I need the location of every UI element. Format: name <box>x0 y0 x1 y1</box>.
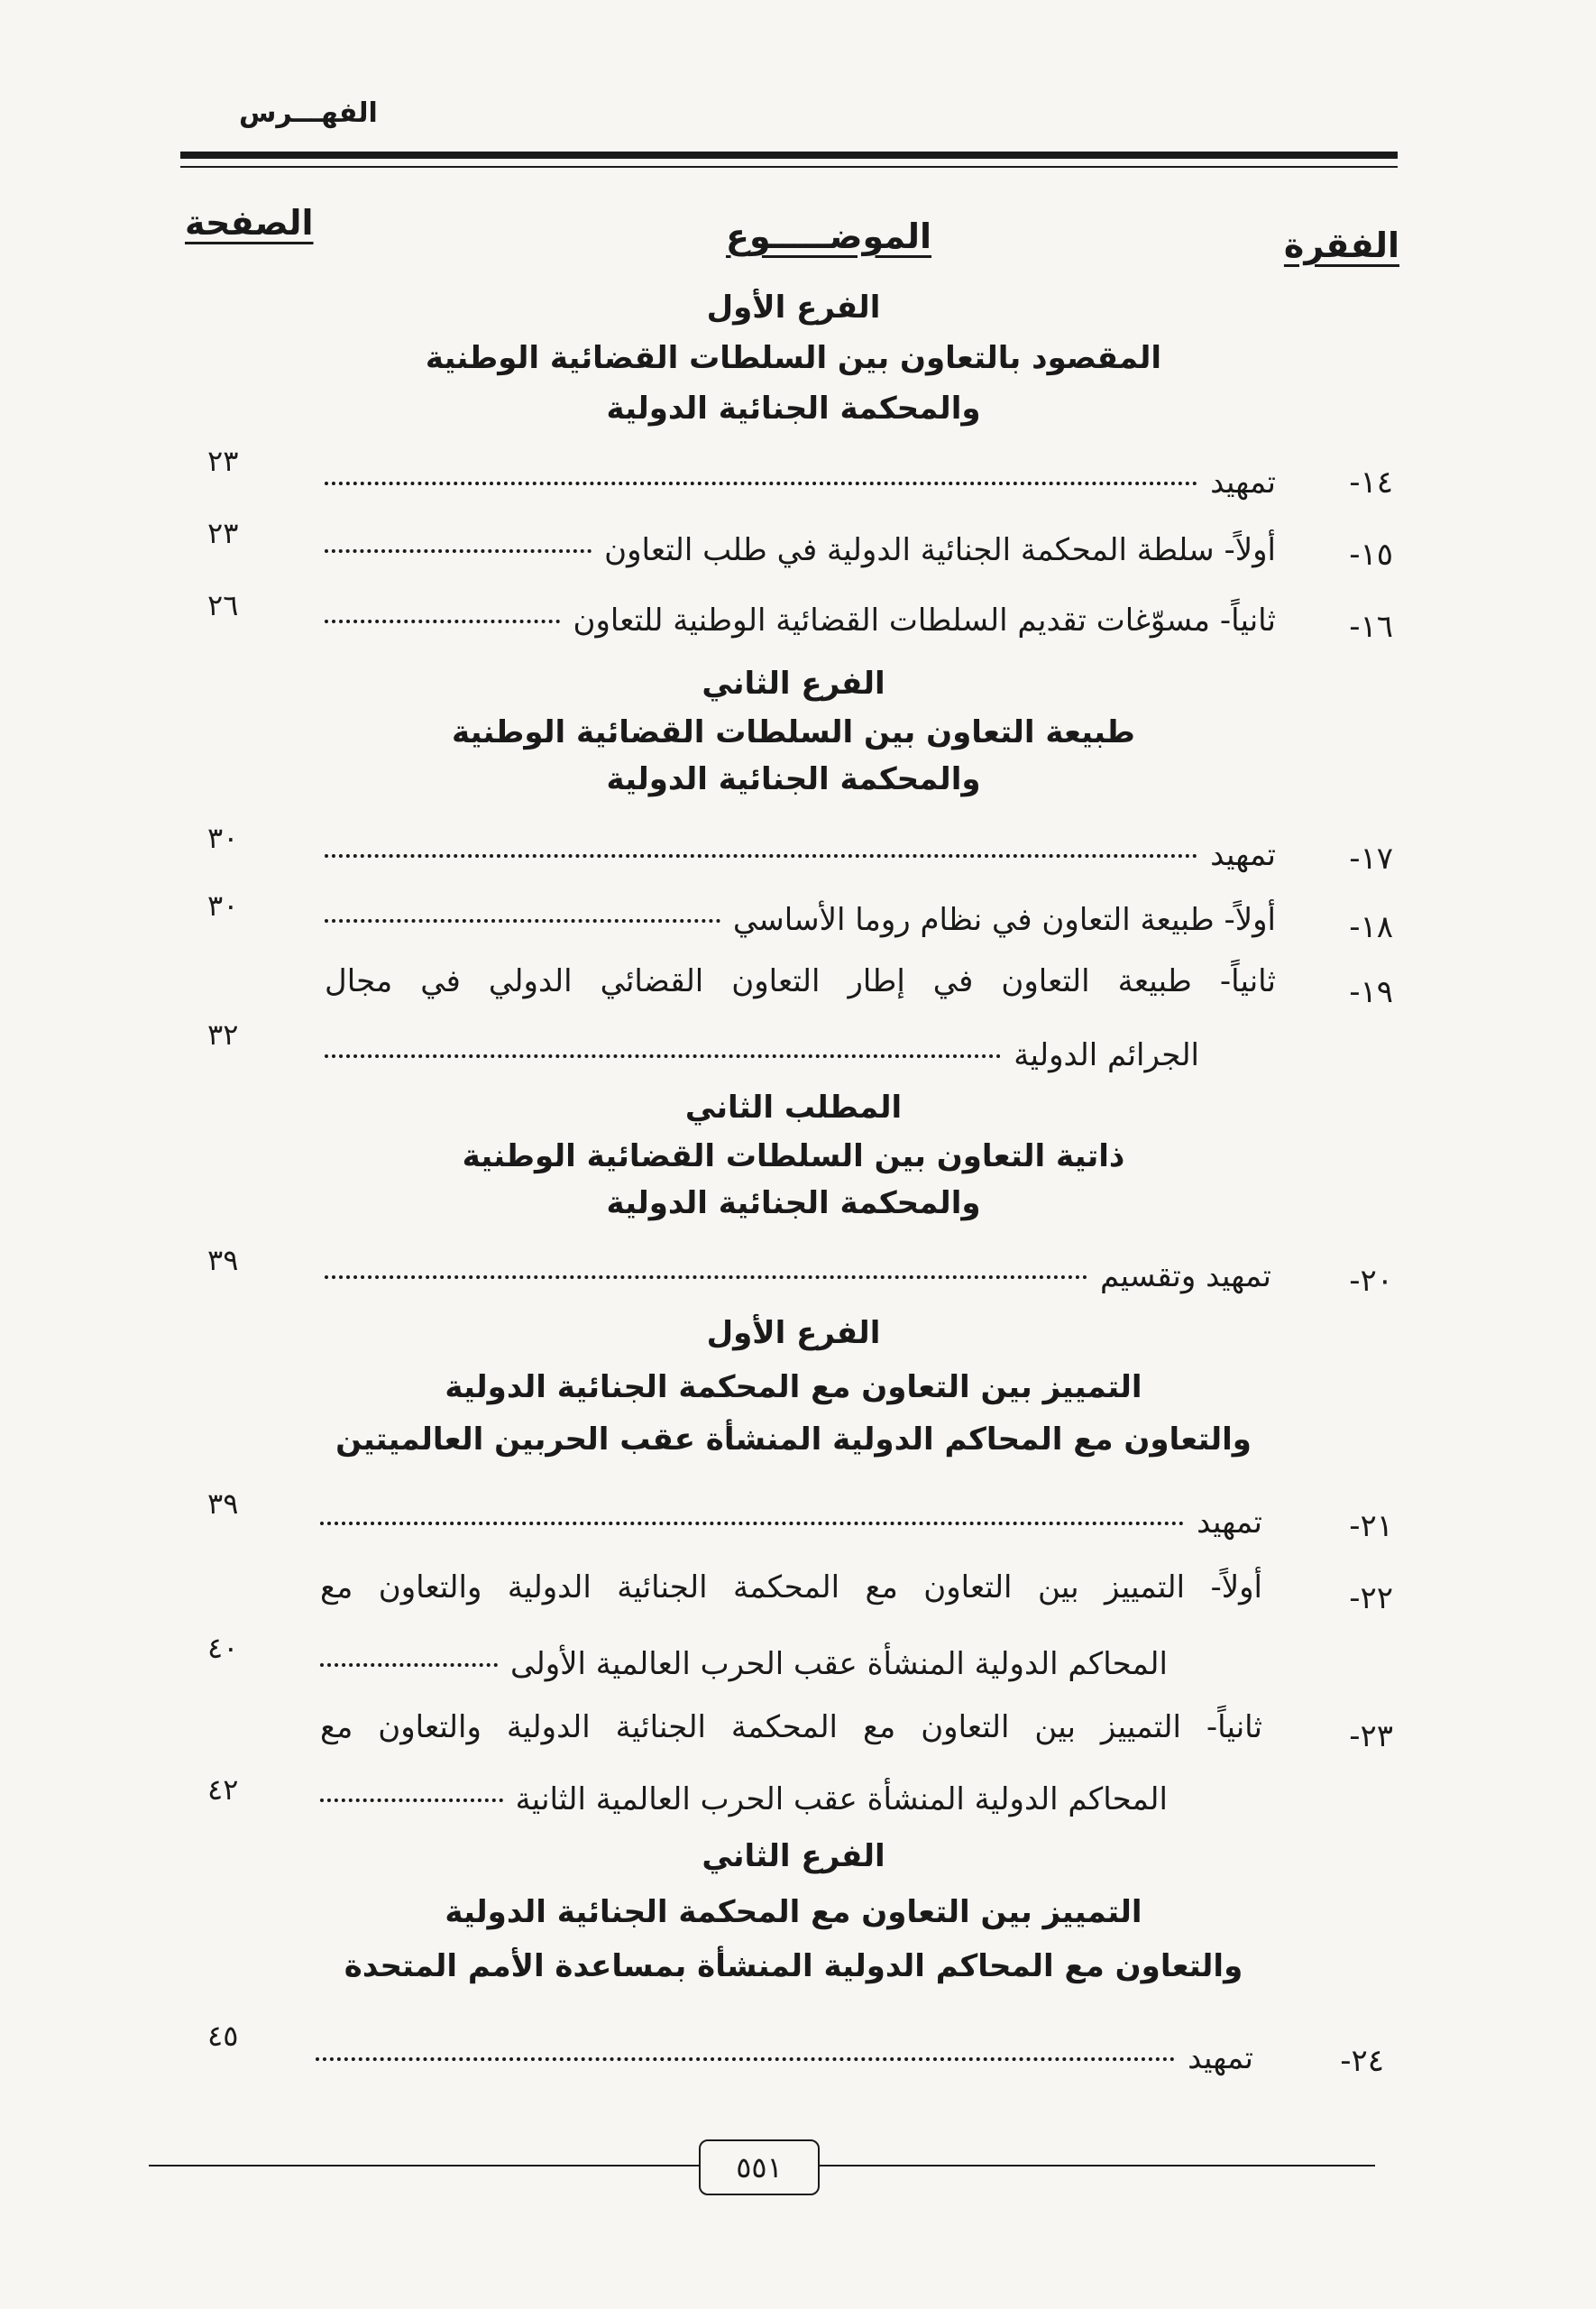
section-heading <box>298 1087 1289 1224</box>
entry-page: ٢٣ <box>207 444 239 478</box>
entry-page: ٣٩ <box>207 1486 239 1521</box>
heading-line: المقصود بالتعاون بين السلطات القضائية الوطنية <box>425 340 1162 376</box>
entry-page: ٢٣ <box>207 516 239 550</box>
heading-line: والتعاون مع المحاكم الدولية المنشأة عقب الحربين العالميتين <box>335 1421 1252 1458</box>
entry-page: ٢٦ <box>207 588 239 622</box>
entry-title-continued: المحاكم الدولية المنشأة عقب الحرب العالمية الثانية <box>320 1781 1168 1817</box>
section-heading <box>298 1835 1289 1987</box>
entry-number: ٢٤- <box>1340 2043 1384 2079</box>
heading-line: طبيعة التعاون بين السلطات القضائية الوطنية <box>452 714 1135 750</box>
section-heading <box>298 287 1289 429</box>
heading-line: ذاتية التعاون بين السلطات القضائية الوطنية <box>462 1138 1125 1174</box>
entry-page: ٣٠ <box>207 821 239 855</box>
entry-title: تمهيد <box>325 465 1276 501</box>
entry-number: ١٦- <box>1349 609 1393 645</box>
entry-number: ١٨- <box>1349 909 1393 945</box>
heading-line: الفرع الثاني <box>702 666 885 702</box>
heading-line: التمييز بين التعاون مع المحكمة الجنائية الدولية <box>445 1894 1142 1930</box>
entry-number: ٢٠- <box>1349 1263 1393 1299</box>
entry-title: ثانياً- طبيعة التعاون في إطار التعاون القضائي الدولي في مجال <box>325 963 1276 999</box>
entry-title: ثانياً- مسوّغات تقديم السلطات القضائية الوطنية للتعاون <box>325 603 1276 639</box>
entry-page: ٣٩ <box>207 1243 239 1277</box>
column-head-page: الصفحة <box>185 203 314 243</box>
entry-number: ١٥- <box>1349 537 1393 573</box>
heading-line: والمحكمة الجنائية الدولية <box>606 1185 981 1221</box>
entry-page: ٣٠ <box>207 888 239 923</box>
heading-line: والمحكمة الجنائية الدولية <box>606 761 981 797</box>
entry-page: ٤٢ <box>207 1772 239 1807</box>
entry-title-continued: المحاكم الدولية المنشأة عقب الحرب العالمية الأولى <box>320 1646 1168 1682</box>
column-head-paragraph: الفقرة <box>1283 225 1399 265</box>
entry-title: تمهيد وتقسيم <box>325 1258 1271 1294</box>
entry-title: تمهيد <box>325 837 1276 873</box>
header-rule-thick <box>180 152 1398 159</box>
entry-title: تمهيد <box>316 2040 1253 2076</box>
footer-rule <box>816 2165 1375 2166</box>
entry-number: ١٩- <box>1349 974 1393 1010</box>
entry-page: ٣٢ <box>207 1017 239 1052</box>
page-number: ٥٥١ <box>699 2139 820 2195</box>
heading-line: التمييز بين التعاون مع المحكمة الجنائية الدولية <box>445 1369 1142 1405</box>
entry-page: ٤٥ <box>207 2019 239 2053</box>
entry-title: أولاً- طبيعة التعاون في نظام روما الأساسي <box>325 902 1276 938</box>
section-heading <box>298 1312 1289 1460</box>
entry-page: ٤٠ <box>207 1631 239 1665</box>
entry-number: ٢٣- <box>1349 1718 1393 1754</box>
entry-title: ثانياً- التمييز بين التعاون مع المحكمة الجنائية الدولية والتعاون مع <box>320 1709 1262 1745</box>
heading-line: الفرع الأول <box>706 1315 881 1351</box>
header-rule-thin <box>180 166 1398 168</box>
heading-line: والتعاون مع المحاكم الدولية المنشأة بمساعدة الأمم المتحدة <box>344 1948 1243 1984</box>
heading-line: الفرع الثاني <box>702 1838 885 1874</box>
running-head: الفهـــرس <box>239 97 378 129</box>
entry-number: ١٤- <box>1349 465 1393 501</box>
heading-line: المطلب الثاني <box>684 1090 903 1126</box>
heading-line: والمحكمة الجنائية الدولية <box>606 391 981 427</box>
entry-number: ١٧- <box>1349 841 1393 877</box>
entry-number: ٢٢- <box>1349 1580 1393 1616</box>
entry-title: أولاً- التمييز بين التعاون مع المحكمة الجنائية الدولية والتعاون مع <box>320 1569 1262 1605</box>
section-heading <box>298 663 1289 800</box>
entry-title: تمهيد <box>320 1504 1262 1541</box>
entry-title-continued: الجرائم الدولية <box>325 1037 1199 1073</box>
heading-line: الفرع الأول <box>706 290 881 326</box>
entry-number: ٢١- <box>1349 1508 1393 1544</box>
footer-rule <box>149 2165 699 2166</box>
entry-title: أولاً- سلطة المحكمة الجنائية الدولية في طلب التعاون <box>325 532 1276 568</box>
column-head-topic: الموضـــــوع <box>726 216 932 256</box>
